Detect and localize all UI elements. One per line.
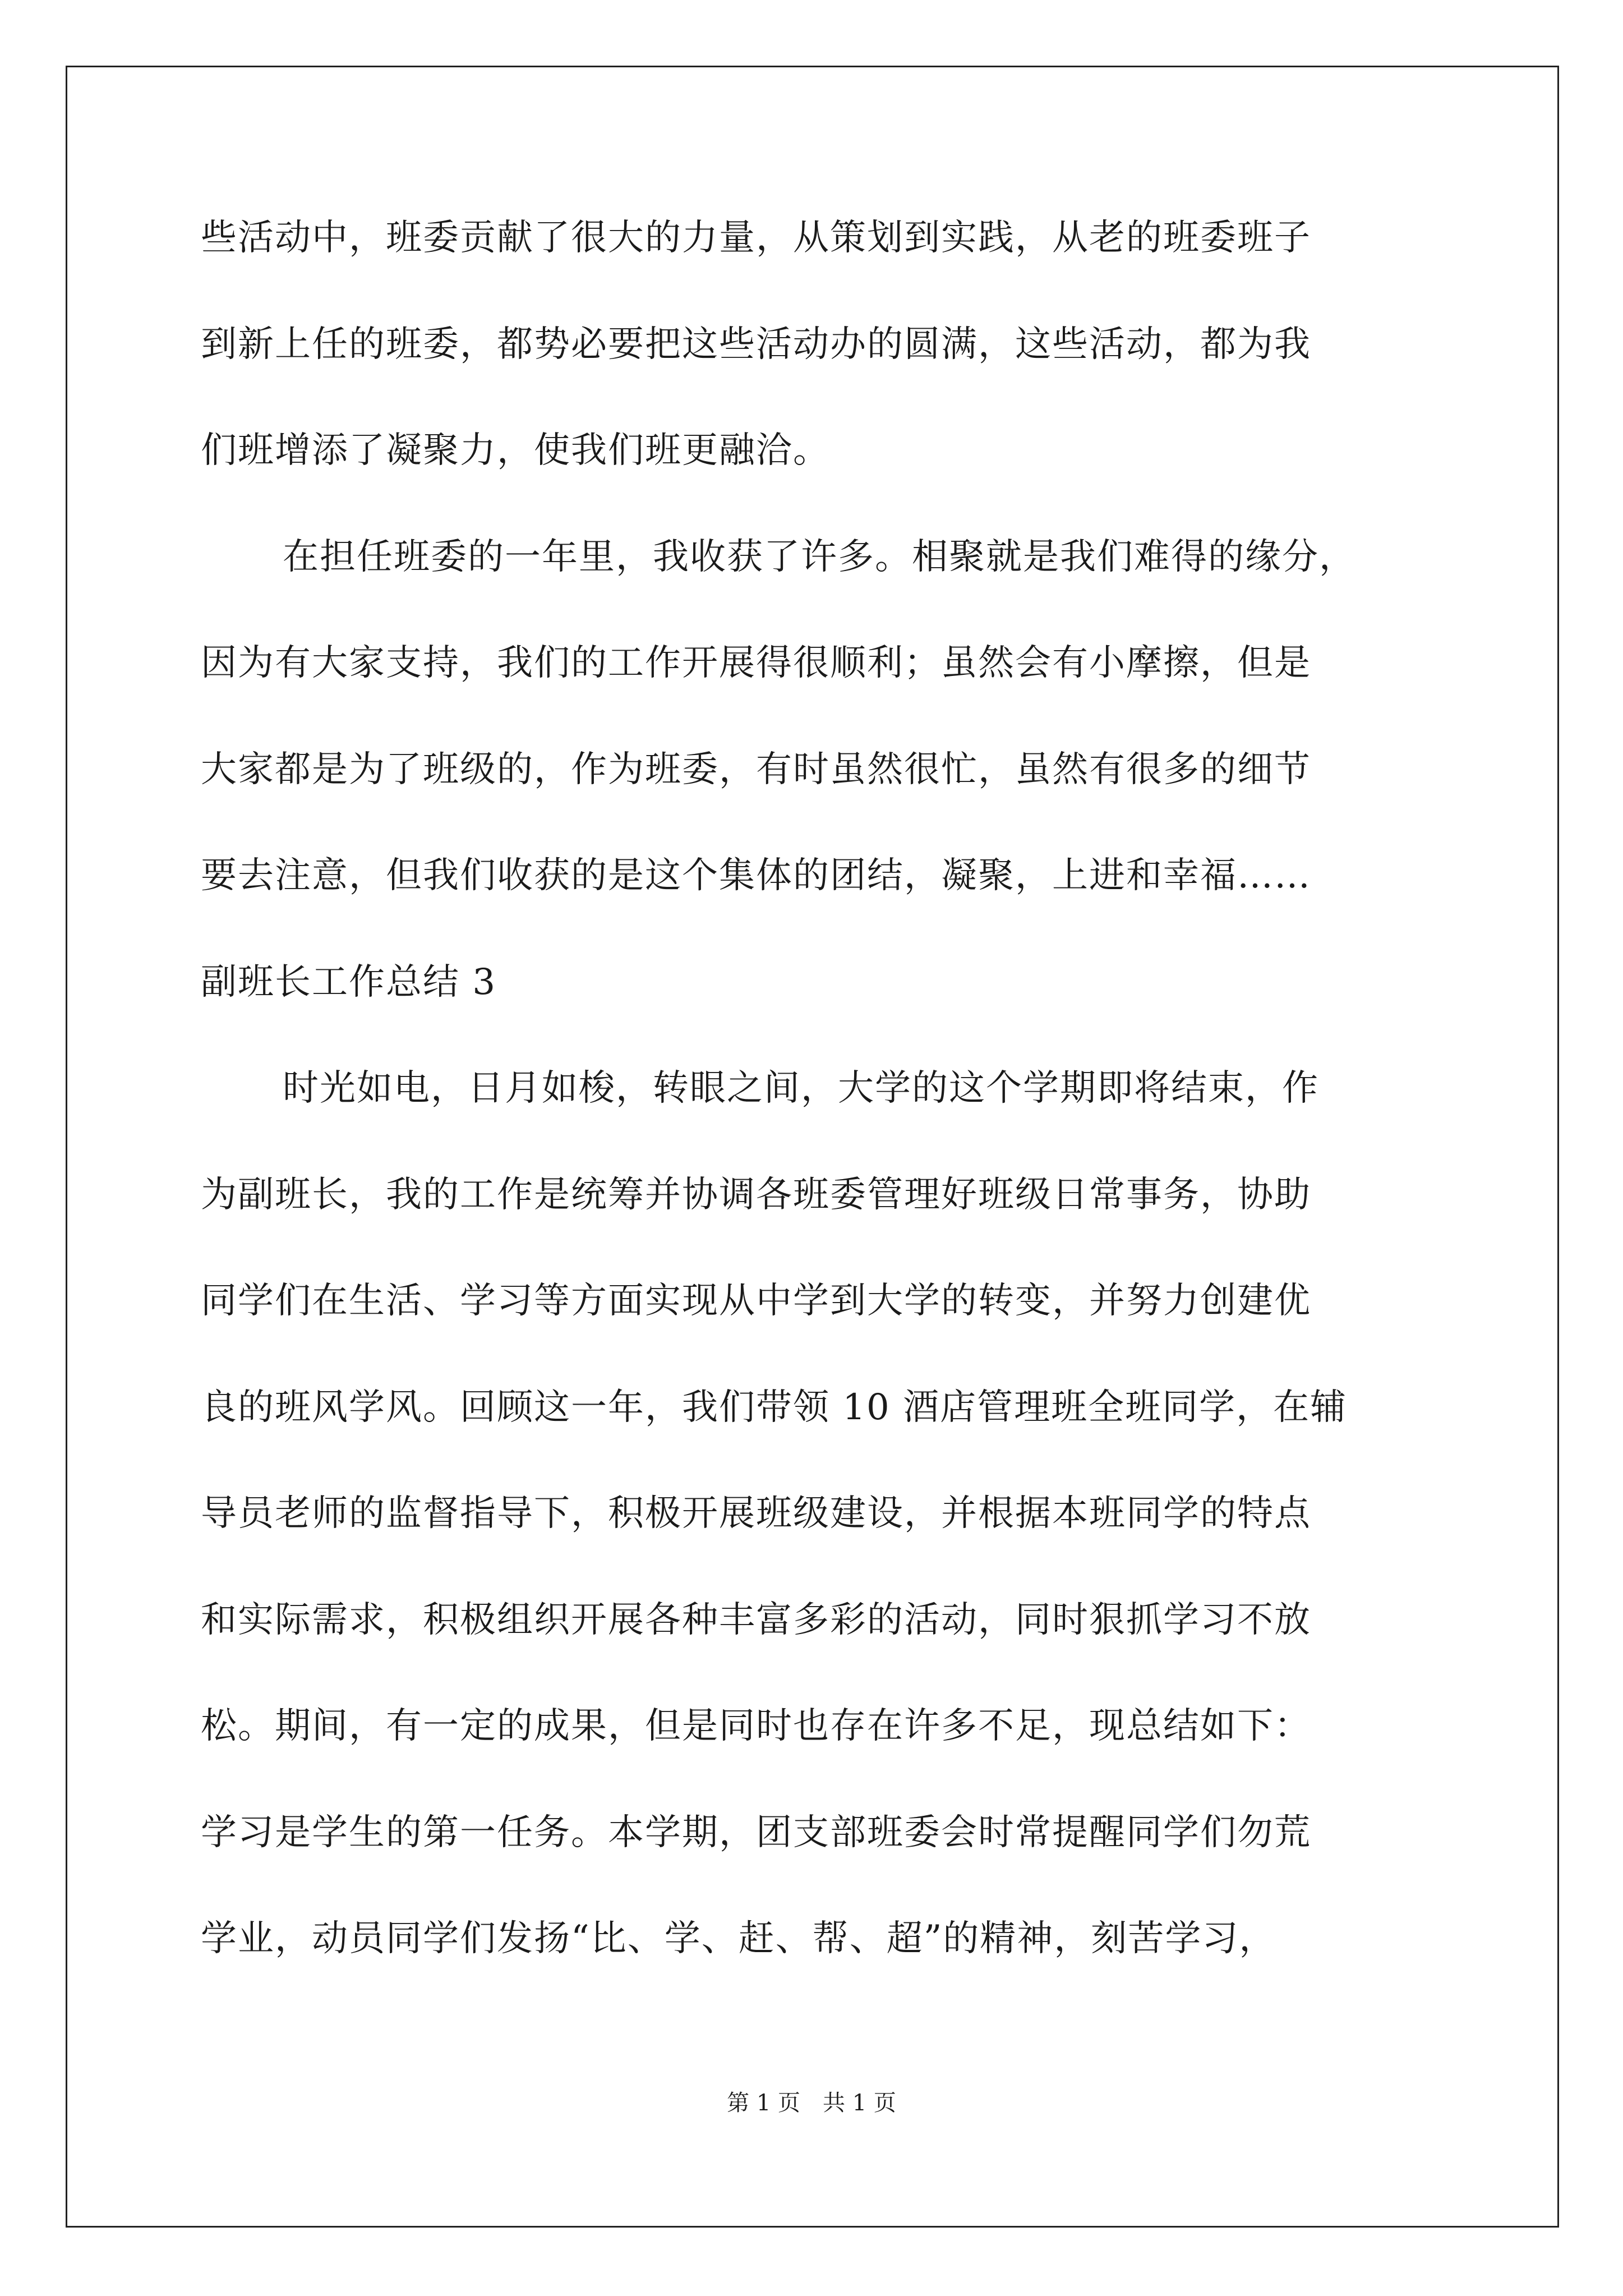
text-line: 因为有大家支持，我们的工作开展得很顺利；虽然会有小摩擦，但是	[201, 642, 1311, 684]
text-line: 学业，动员同学们发扬“比、学、赶、帮、超”的精神，刻苦学习，	[201, 1918, 1276, 1959]
text-line: 同学们在生活、学习等方面实现从中学到大学的转变，并努力创建优	[201, 1280, 1311, 1322]
text-line: 要去注意，但我们收获的是这个集体的团结，凝聚，上进和幸福……	[201, 855, 1311, 896]
section-heading: 副班长工作总结 3	[201, 961, 497, 1003]
paragraph-start-line: 在担任班委的一年里，我收获了许多。相聚就是我们难得的缘分，	[283, 536, 1356, 578]
text-line: 到新上任的班委，都势必要把这些活动办的圆满，这些活动，都为我	[201, 323, 1311, 365]
page-number: 第 1 页	[727, 2090, 800, 2116]
paragraph-start-line: 时光如电，日月如梭，转眼之间，大学的这个学期即将结束，作	[283, 1068, 1319, 1109]
text-line: 良的班风学风。回顾这一年，我们带领 10 酒店管理班全班同学，在辅	[201, 1386, 1348, 1428]
document-body	[201, 217, 1435, 2027]
page-total: 共 1 页	[823, 2090, 896, 2116]
text-line: 为副班长，我的工作是统筹并协调各班委管理好班级日常事务，协助	[201, 1174, 1311, 1216]
text-line: 导员老师的监督指导下，积极开展班级建设，并根据本班同学的特点	[201, 1493, 1311, 1534]
text-line: 大家都是为了班级的，作为班委，有时虽然很忙，虽然有很多的细节	[201, 748, 1311, 790]
text-line: 们班增添了凝聚力，使我们班更融洽。	[201, 430, 830, 471]
page-footer	[0, 2090, 1623, 2116]
text-line: 松。期间，有一定的成果，但是同时也存在许多不足，现总结如下：	[201, 1705, 1311, 1747]
text-line: 学习是学生的第一任务。本学期，团支部班委会时常提醒同学们勿荒	[201, 1811, 1311, 1853]
text-line: 些活动中，班委贡献了很大的力量，从策划到实践，从老的班委班子	[201, 217, 1311, 259]
text-line: 和实际需求，积极组织开展各种丰富多彩的活动，同时狠抓学习不放	[201, 1599, 1311, 1641]
